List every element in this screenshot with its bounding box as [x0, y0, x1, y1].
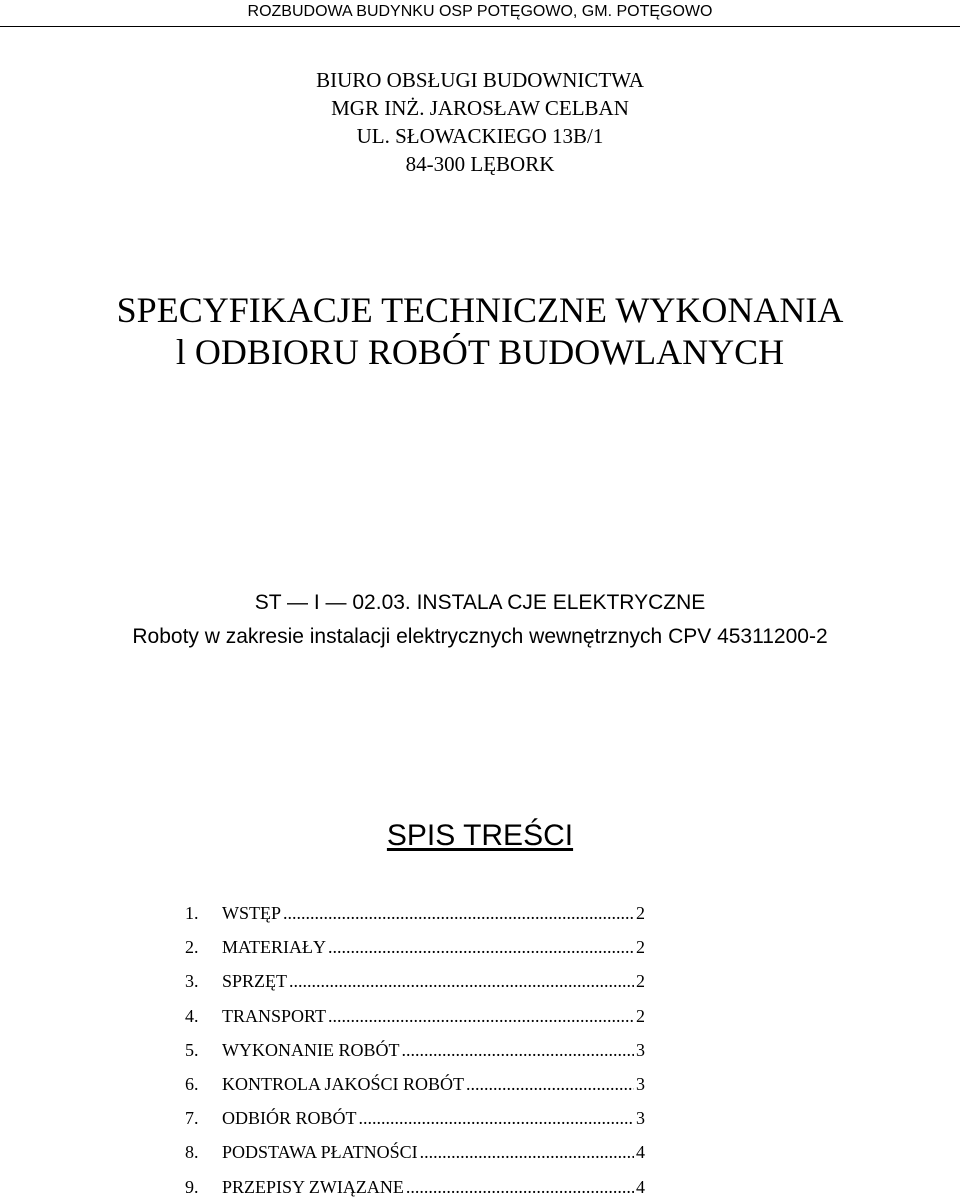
office-street: UL. SŁOWACKIEGO 13B/1 — [356, 124, 604, 148]
toc-leader-dots — [401, 1033, 634, 1067]
running-header — [0, 0, 960, 27]
toc-leader-dots — [359, 1101, 634, 1135]
toc-item[interactable] — [185, 964, 645, 998]
toc-item-page: 3 — [636, 1039, 645, 1060]
toc-leader-dots — [283, 896, 634, 930]
office-name: BIURO OBSŁUGI BUDOWNICTWA — [316, 68, 644, 92]
toc-item-label: MATERIAŁY — [222, 937, 326, 958]
toc-item[interactable] — [185, 1101, 645, 1135]
document-title-line-2: l ODBIORU ROBÓT BUDOWLANYCH — [175, 332, 785, 372]
toc-leader-dots — [328, 930, 634, 964]
toc-item[interactable] — [185, 1067, 645, 1101]
toc-item-label: ODBIÓR ROBÓT — [222, 1108, 357, 1129]
office-engineer: MGR INŻ. JAROSŁAW CELBAN — [331, 96, 629, 120]
toc-leader-dots — [289, 964, 634, 998]
toc-leader-dots — [466, 1067, 634, 1101]
toc-item-page: 2 — [636, 903, 645, 923]
toc-heading-text: SPIS TREŚCI — [386, 819, 574, 852]
toc-item-label: SPRZĘT — [222, 971, 288, 992]
toc-item-number: 5. — [185, 1039, 199, 1060]
office-city: 84-300 LĘBORK — [405, 152, 555, 176]
toc-item-number: 6. — [185, 1073, 199, 1094]
toc-item-number: 7. — [185, 1108, 199, 1129]
toc-item-label: WYKONANIE ROBÓT — [222, 1039, 400, 1060]
toc-item-number: 8. — [185, 1142, 199, 1163]
toc-item-page: 4 — [636, 1176, 645, 1197]
toc-item-label: TRANSPORT — [222, 1005, 326, 1026]
table-of-contents — [185, 896, 645, 1204]
toc-heading — [0, 816, 960, 856]
running-header-title: ROZBUDOWA BUDYNKU OSP POTĘGOWO, GM. POTĘGOWO — [247, 3, 713, 20]
toc-item-label: WSTĘP — [222, 903, 282, 923]
toc-item-label: PODSTAWA PŁATNOŚCI — [222, 1142, 418, 1163]
toc-item-page: 2 — [636, 937, 645, 958]
toc-item-number: 3. — [185, 971, 199, 992]
toc-item-page: 3 — [636, 1108, 645, 1129]
office-address-block — [0, 66, 960, 178]
toc-leader-dots — [420, 1135, 634, 1169]
toc-item-number: 9. — [185, 1176, 199, 1197]
toc-item-page: 2 — [636, 971, 645, 992]
toc-item[interactable] — [185, 1170, 645, 1204]
specification-scope: Roboty w zakresie instalacji elektrycznych wewnętrznych CPV 45311200-2 — [132, 625, 828, 648]
toc-item-page: 2 — [636, 1005, 645, 1026]
toc-item-page: 4 — [636, 1142, 645, 1163]
specification-code: ST — I — 02.03. INSTALA CJE ELEKTRYCZNE — [254, 591, 706, 614]
toc-item[interactable] — [185, 1033, 645, 1067]
specification-info — [0, 586, 960, 654]
toc-item-number: 4. — [185, 1005, 199, 1026]
toc-item[interactable] — [185, 999, 645, 1033]
toc-item[interactable] — [185, 1135, 645, 1169]
toc-item-number: 2. — [185, 937, 199, 958]
toc-item-page: 3 — [636, 1073, 645, 1094]
toc-item-label: KONTROLA JAKOŚCI ROBÓT — [222, 1073, 465, 1094]
toc-item[interactable] — [185, 896, 645, 930]
toc-leader-dots — [328, 999, 634, 1033]
toc-item-label: PRZEPISY ZWIĄZANE — [222, 1176, 404, 1197]
document-title — [0, 289, 960, 373]
toc-leader-dots — [406, 1170, 634, 1204]
toc-item-number: 1. — [185, 903, 199, 923]
document-title-line-1: SPECYFIKACJE TECHNICZNE WYKONANIA — [116, 290, 844, 330]
toc-item[interactable] — [185, 930, 645, 964]
